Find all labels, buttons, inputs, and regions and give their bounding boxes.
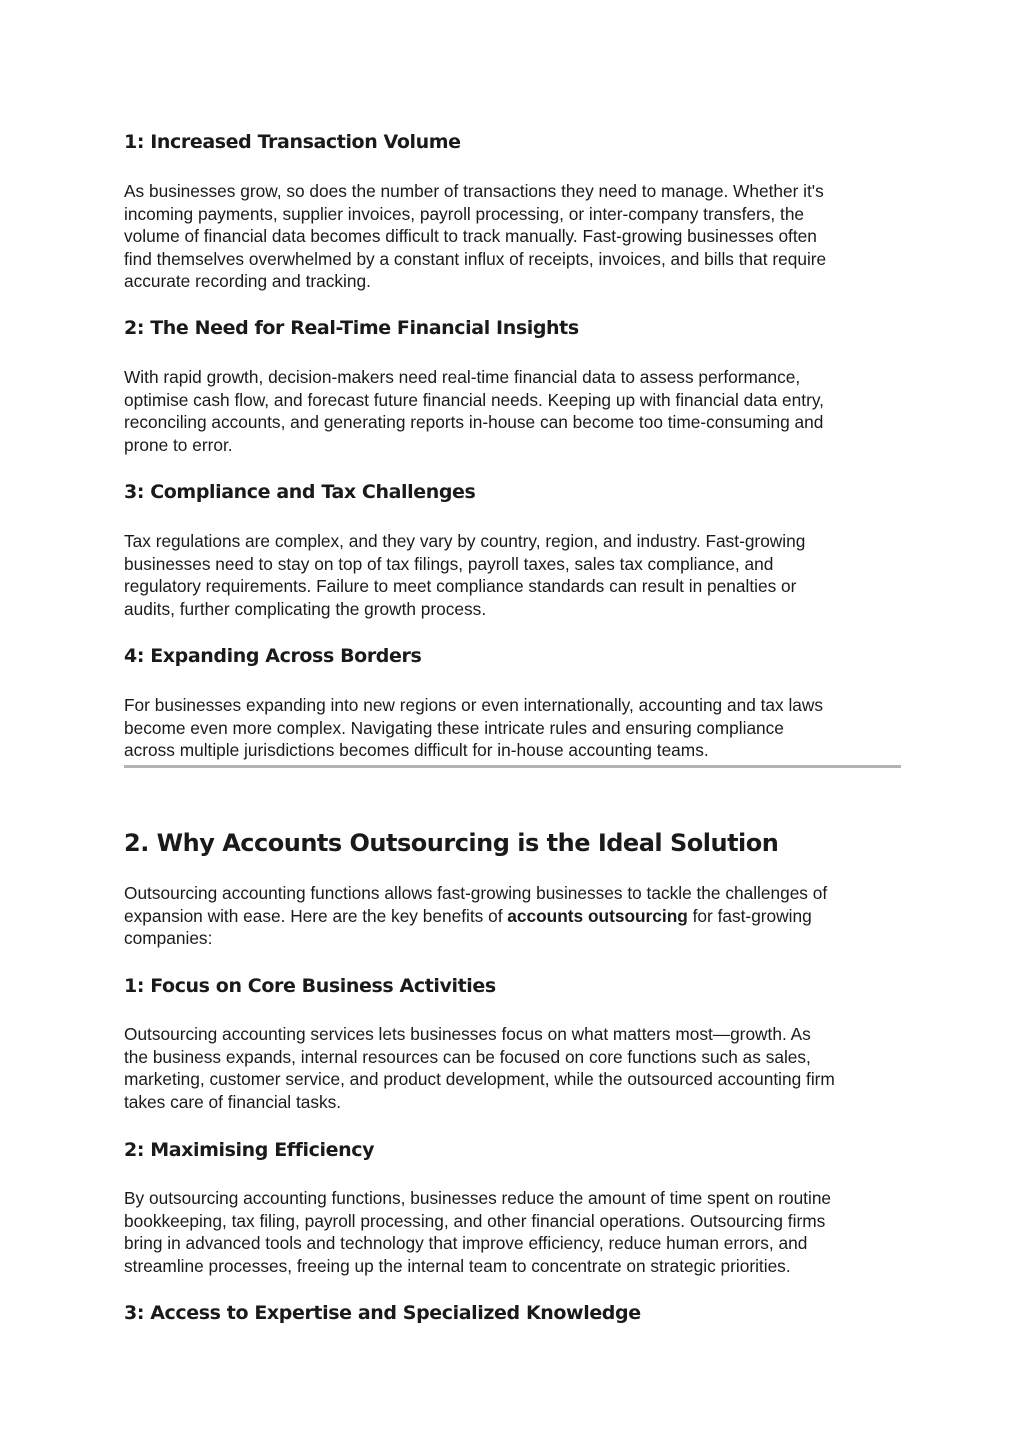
text-line: Tax regulations are complex, and they vary by country, region, and industry. Fast-growing [124,531,806,551]
text-line: find themselves overwhelmed by a constant influx of receipts, invoices, and bills that require [124,248,827,269]
text-line: takes care of financial tasks. [124,1091,342,1112]
text-line: By outsourcing accounting functions, businesses reduce the amount of time spent on routine [124,1188,832,1208]
text-line: As businesses grow, so does the number of transactions they need to manage. Whether it's [124,181,824,201]
text-line: volume of financial data becomes difficult to track manually. Fast-growing businesses often [124,226,817,246]
text-line: the business expands, internal resources can be focused on core functions such as sales, [124,1046,811,1067]
text-line: streamline processes, freeing up the internal team to concentrate on strategic priorities. [124,1255,791,1276]
benefit-body-efficiency [124,1187,902,1277]
horizontal-divider [124,765,901,768]
text-line [124,905,902,928]
section-heading-compliance-tax: 3: Compliance and Tax Challenges [124,481,476,503]
benefit-heading-core-activities: 1: Focus on Core Business Activities [124,975,496,997]
text-line: audits, further complicating the growth process. [124,598,487,619]
text-line: Outsourcing accounting services lets businesses focus on what matters most—growth. As [124,1024,811,1044]
benefit-heading-expertise: 3: Access to Expertise and Specialized Knowledge [124,1302,641,1324]
benefit-body-core-activities [124,1023,902,1113]
section-heading-expanding-borders: 4: Expanding Across Borders [124,645,422,667]
text-line: companies: [124,928,213,948]
text-line: bookkeeping, tax filing, payroll processing, and other financial operations. Outsourcing firms [124,1210,826,1231]
section-body-expanding-borders [124,694,902,762]
text-line: businesses need to stay on top of tax filings, payroll taxes, sales tax compliance, and [124,553,774,574]
section-heading-real-time-insights: 2: The Need for Real-Time Financial Insights [124,317,579,339]
intro-text: for fast-growing [687,905,812,926]
main-heading: 2. Why Accounts Outsourcing is the Ideal Solution [124,829,779,857]
text-line: incoming payments, supplier invoices, payroll processing, or inter-company transfers, the [124,203,805,224]
text-line: For businesses expanding into new regions or even internationally, accounting and tax laws [124,695,824,715]
text-line: bring in advanced tools and technology that improve efficiency, reduce human errors, and [124,1233,808,1253]
section-body-real-time-insights [124,366,902,456]
section-body-compliance-tax [124,530,902,620]
text-line: accurate recording and tracking. [124,271,371,291]
intro-text: expansion with ease. Here are the key benefits of [124,905,508,926]
intro-paragraph [124,882,902,950]
text-line: prone to error. [124,434,233,455]
benefit-heading-efficiency: 2: Maximising Efficiency [124,1139,375,1161]
text-line: marketing, customer service, and product development, while the outsourced accounting firm [124,1069,835,1089]
text-line: Outsourcing accounting functions allows fast-growing businesses to tackle the challenges of [124,883,828,903]
text-line: across multiple jurisdictions becomes difficult for in-house accounting teams. [124,740,709,760]
accounts-outsourcing-bold: accounts outsourcing [507,905,688,926]
text-line: With rapid growth, decision-makers need real-time financial data to assess performance, [124,367,801,387]
text-line: optimise cash flow, and forecast future financial needs. Keeping up with financial data entry, [124,389,824,410]
text-line: regulatory requirements. Failure to meet compliance standards can result in penalties or [124,576,797,596]
text-line: become even more complex. Navigating these intricate rules and ensuring compliance [124,717,784,738]
text-line: reconciling accounts, and generating reports in-house can become too time-consuming and [124,412,824,432]
section-heading-increased-transaction-volume: 1: Increased Transaction Volume [124,131,461,153]
section-body-increased-transaction-volume [124,180,902,293]
